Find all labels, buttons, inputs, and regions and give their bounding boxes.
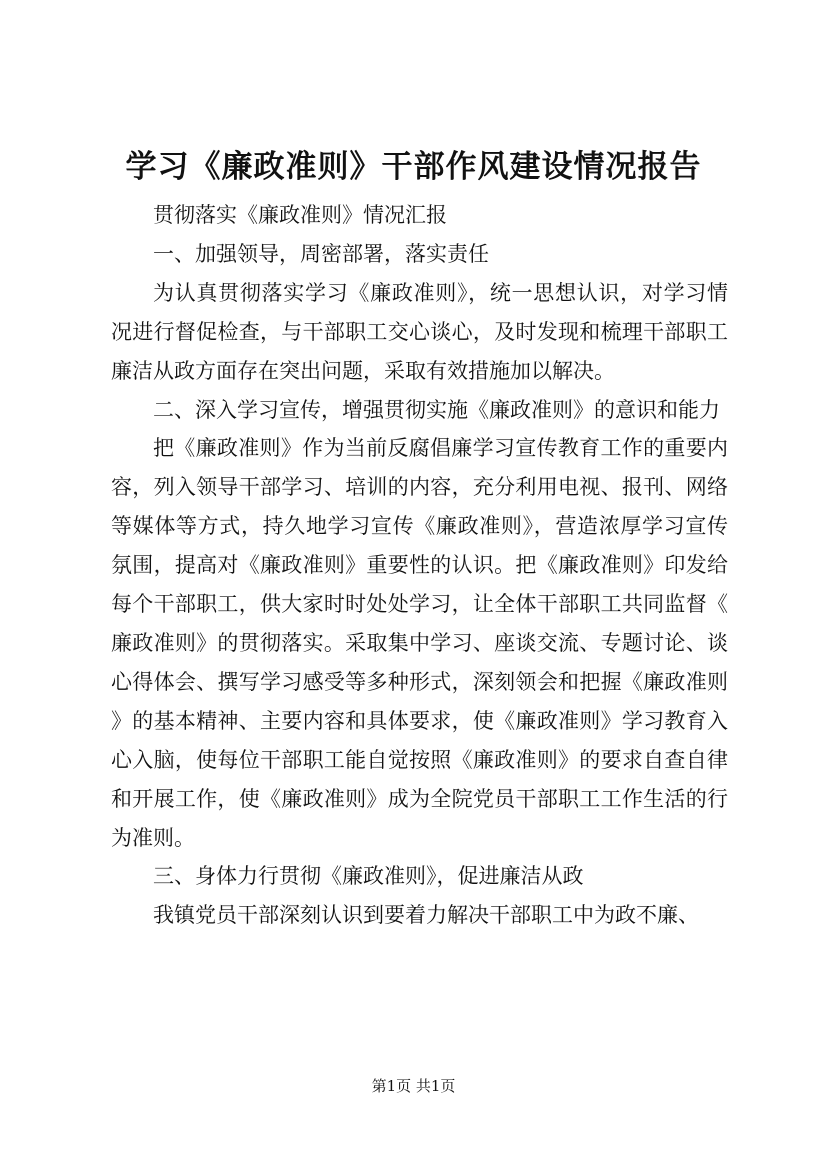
subtitle-paragraph: 贯彻落实《廉政准则》情况汇报 (153, 203, 447, 227)
page-footer: 第1页 共1页 (371, 1077, 456, 1095)
body-paragraph: 把《廉政准则》作为当前反腐倡廉学习宣传教育工作的重要内容，列入领导干部学习、培训的内容，充分利用电视、报刊、网络等媒体等方式，持久地学习宣传《廉政准则》，营造浓厚学习宣传氛围，提高对《廉政准则》重要性的认识。把《廉政准则》印发给每个干部职工，供大家时时处处学习，让全体干部职工共同监督《廉政准则》的贯彻落实。采取集中学习、座谈交流、专题讨论、谈心得体会、撰写学习感受等多种形式，深刻领会和把握《廉政准则》的基本精神、主要内容和具体要求，使《廉政准则》学习教育入心入脑，使每位干部职工能自觉按照《廉政准则》的要求自查自律和开展工作，使《廉政准则》成为全院党员干部职工工作生活的行为准则。 (111, 436, 728, 850)
document-body (111, 196, 728, 935)
section-heading-2: 二、深入学习宣传，增强贯彻实施《廉政准则》的意识和能力 (153, 397, 720, 422)
body-paragraph: 我镇党员干部深刻认识到要着力解决干部职工中为政不廉、 (153, 903, 699, 928)
section-heading-1: 一、加强领导，周密部署，落实责任 (153, 241, 489, 266)
body-paragraph: 为认真贯彻落实学习《廉政准则》，统一思想认识，对学习情况进行督促检查，与干部职工交心谈心，及时发现和梳理干部职工廉洁从政方面存在突出问题，采取有效措施加以解决。 (111, 280, 728, 383)
section-heading-3: 三、身体力行贯彻《廉政准则》，促进廉洁从政 (153, 864, 584, 889)
document-title: 学习《廉政准则》干部作风建设情况报告 (125, 149, 702, 185)
